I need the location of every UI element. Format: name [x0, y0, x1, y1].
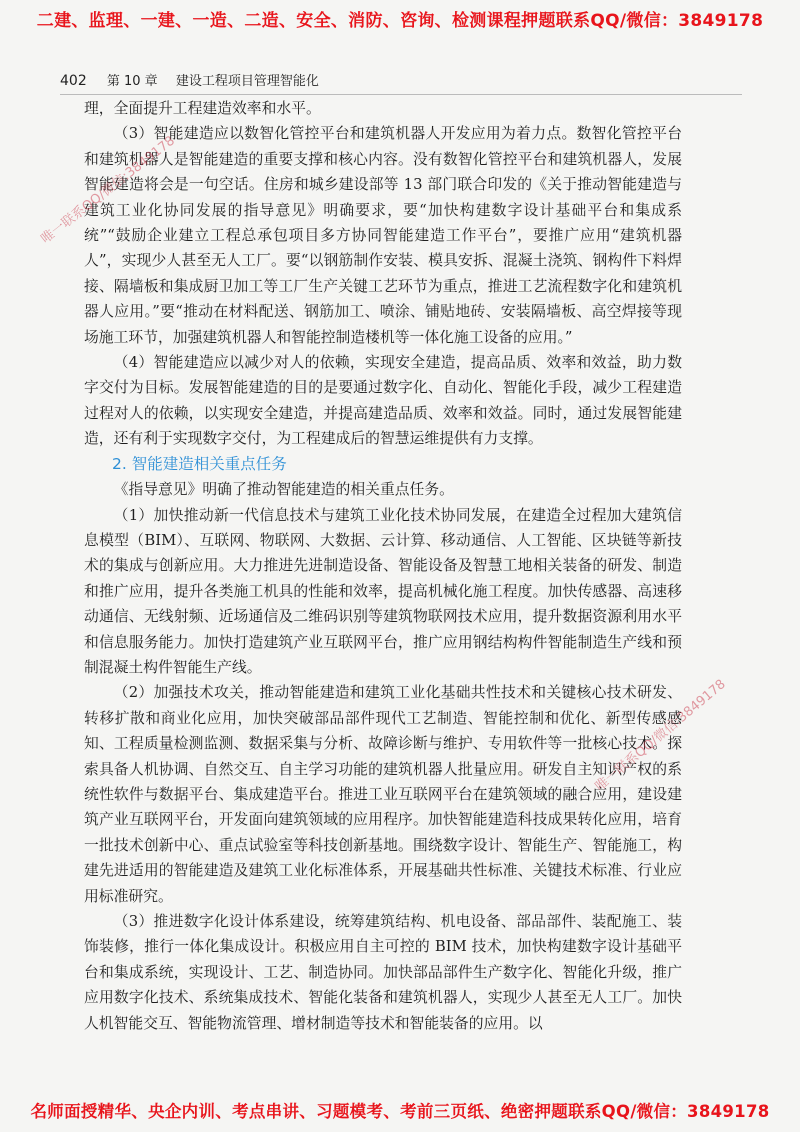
- watermark-left: 唯一联系QQ/微信:3849178: [38, 133, 178, 247]
- watermark-right: 唯一联系QQ/微信:3849178: [592, 676, 729, 795]
- chapter-number: 第 10 章: [106, 74, 158, 89]
- paragraph-task-3: （3）推进数字化设计体系建设，统筹建筑结构、机电设备、部品部件、装配施工、装饰装修，推行一体化集成设计。积极应用自主可控的 BIM 技术，加快构建数字设计基础平台和集成系统，实现设计、工艺、制造协同。加快部品部件生产数字化、智能化升级，推广应用数字化技术、系统集成技术、智能化装备和建筑机器人，实现少人甚至无人工厂。加快人机智能交互、智能物流管理、增材制造等技术和智能装备的应用。以: [84, 913, 682, 1032]
- bottom-promo-banner: 名师面授精华、央企内训、考点串讲、习题模考、考前三页纸、绝密押题联系QQ/微信：3849178: [30, 1102, 770, 1121]
- paragraph-intro: 《指导意见》明确了推动智能建造的相关重点任务。: [113, 481, 454, 499]
- paragraph-task-1: （1）加快推动新一代信息技术与建筑工业化技术协同发展，在建造全过程加大建筑信息模型（BIM）、互联网、物联网、大数据、云计算、移动通信、人工智能、区块链等新技术的集成与创新应用。大力推进先进制造设备、智能设备及智慧工地相关装备的研发、制造和推广应用，提升各类施工机具的性能和效率，提高机械化施工程度。加快传感器、高速移动通信、无线射频、近场通信及二维码识别等建筑物联网技术应用，提升数据资源利用水平和信息服务能力。加快打造建筑产业互联网平台，推广应用钢结构构件智能制造生产线和预制混凝土构件智能生产线。: [84, 506, 682, 676]
- chapter-title: 建设工程项目管理智能化: [175, 74, 319, 89]
- paragraph-item-3: （3）智能建造应以数智化管控平台和建筑机器人开发应用为着力点。数智化管控平台和建筑机器人是智能建造的重要支撑和核心内容。没有数智化管控平台和建筑机器人，发展智能建造将会是一句空话。住房和城乡建设部等 13 部门联合印发的《关于推动智能建造与建筑工业化协同发展的指导意见》明确要求，要“加快构建数字设计基础平台和集成系统”“鼓励企业建立工程总承包项目多方协同智能建造工作平台”，要推广应用“建筑机器人”，实现少人甚至无人工厂。要“以钢筋制作安装、模具安拆、混凝土浇筑、钢构件下料焊接、隔墙板和集成厨卫加工等工厂生产关键工艺环节为重点，推进工艺流程数字化和建筑机器人应用。”要“推动在材料配送、钢筋加工、喷涂、铺贴地砖、安装隔墙板、高空焊接等现场施工环节，加强建筑机器人和智能控制造楼机等一体化施工设备的应用。”: [84, 125, 682, 346]
- header-divider: [60, 94, 742, 95]
- paragraph-task-2: （2）加强技术攻关，推动智能建造和建筑工业化基础共性技术和关键核心技术研发、转移扩散和商业化应用，加快突破部品部件现代工艺制造、智能控制和优化、新型传感感知、工程质量检测监测、数据采集与分析、故障诊断与维护、专用软件等一批核心技术。探索具备人机协调、自然交互、自主学习功能的建筑机器人批量应用。研发自主知识产权的系统性软件与数据平台、集成建造平台。推进工业互联网平台在建筑领域的融合应用，建设建筑产业互联网平台，开发面向建筑领域的应用程序。加快智能建造科技成果转化应用，培育一批技术创新中心、重点试验室等科技创新基地。围绕数字设计、智能生产、智能施工，构建先进适用的智能建造及建筑工业化标准体系，开展基础共性标准、关键技术标准、行业应用标准研究。: [84, 684, 682, 905]
- paragraph-continuation: 理，全面提升工程建造效率和水平。: [84, 100, 321, 117]
- paragraph-item-4: （4）智能建造应以减少对人的依赖，实现安全建造，提高品质、效率和效益，助力数字交付为目标。发展智能建造的目的是要通过数字化、自动化、智能化手段，减少工程建造过程对人的依赖，以实现安全建造，并提高建造品质、效率和效益。同时，通过发展智能建造，还有利于实现数字交付，为工程建成后的智慧运维提供有力支撑。: [84, 354, 682, 448]
- page-header: [60, 70, 740, 92]
- section-heading: 2. 智能建造相关重点任务: [112, 454, 287, 473]
- page-number: 402: [60, 73, 87, 89]
- page-body: [84, 96, 682, 1036]
- top-promo-banner: 二建、监理、一建、一造、二造、安全、消防、咨询、检测课程押题联系QQ/微信：3849178: [36, 11, 764, 31]
